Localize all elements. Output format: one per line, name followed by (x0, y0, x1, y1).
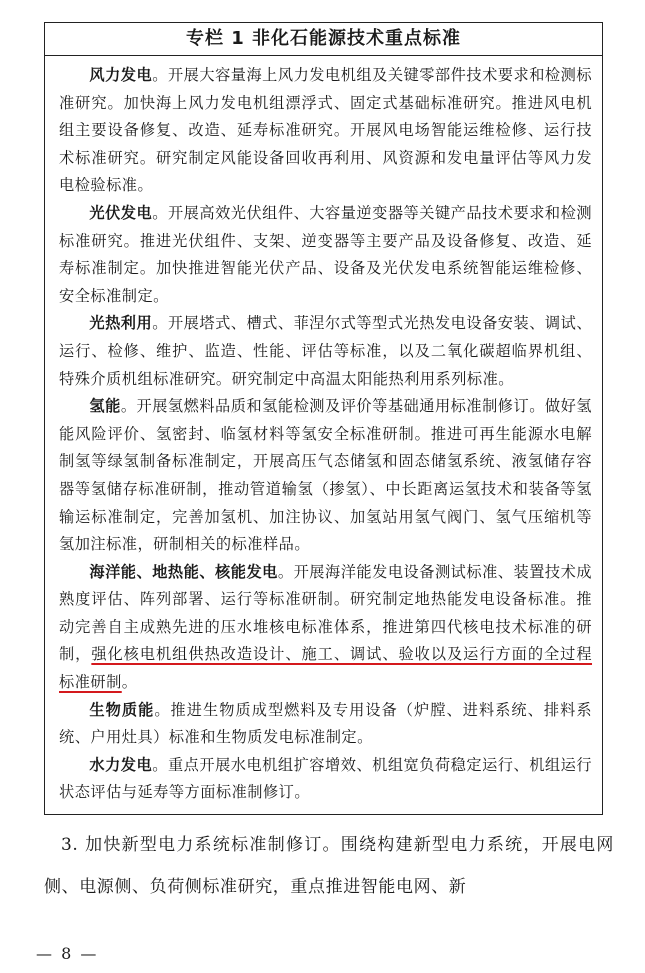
paragraph-lead: 风力发电 (89, 66, 153, 84)
paragraph-text: 。开展塔式、槽式、菲涅尔式等型式光热发电设备安装、调试、运行、检修、维护、监造、性能、评估等标准，以及二氧化碳超临界机组、特殊介质机组标准研究。研究制定中高温太阳能热利用系列标准。 (59, 314, 593, 388)
paragraph-text: 。开展氢燃料品质和氢能检测及评价等基础通用标准制修订。做好氢能风险评价、氢密封、临氢材料等氢安全标准研制。推进可再生能源水电解制氢等绿氢制备标准制定，开展高压气态储氢和固态储氢系统、液氢储存容器等氢储存标准研制，推动管道输氢（掺氢）、中长距离运氢技术和装备等氢输运标准制定，完善加氢机、加注协议、加氢站用氢气阀门、氢气压缩机等氢加注标准，研制相关的标准样品。 (59, 397, 593, 554)
paragraph-lead: 生物质能 (89, 700, 155, 719)
paragraph-text: 。推进生物质成型燃料及专用设备（炉膛、进料系统、排料系统、户用灶具）标准和生物质发电标准制定。 (59, 700, 593, 747)
hydro-paragraph (59, 752, 592, 807)
paragraph-text-end: 。 (121, 673, 138, 692)
box-body (45, 56, 602, 807)
page-number: — 8 — (36, 944, 99, 963)
paragraph-lead: 氢能 (89, 397, 121, 416)
standards-box (44, 22, 603, 815)
paragraph-text: 。开展大容量海上风力发电机组及关键零部件技术要求和检测标准研究。加快海上风力发电机组漂浮式、固定式基础标准研究。推进风电机组主要设备修复、改造、延寿标准研究。开展风电场智能运维检修、运行技术标准研究。研究制定风能设备回收再利用、风资源和发电量评估等风力发电检验标准。 (59, 66, 593, 195)
paragraph-lead: 光伏发电 (89, 203, 153, 222)
paragraph-lead: 海洋能、地热能、核能发电 (89, 562, 278, 581)
paragraph-text: 。重点开展水电机组扩容增效、机组宽负荷稳定运行、机组运行状态评估与延寿等方面标准制修订。 (59, 755, 593, 802)
paragraph-lead: 水力发电 (89, 755, 153, 774)
nuclear-paragraph (59, 559, 592, 697)
box-title: 专栏 1 非化石能源技术重点标准 (45, 23, 602, 56)
hydrogen-paragraph (59, 393, 592, 559)
solar-paragraph (59, 200, 592, 310)
highlighted-text: 强化核电机组供热改造设计、施工、调试、验收以及运行方面的全过程标准研制 (59, 645, 593, 692)
paragraph-text: 。开展高效光伏组件、大容量逆变器等关键产品技术要求和检测标准研究。推进光伏组件、支架、逆变器等主要产品及设备修复、改造、延寿标准制定。加快推进智能光伏产品、设备及光伏发电系统智能运维检修、安全标准制定。 (59, 203, 593, 305)
paragraph-lead: 光热利用 (89, 314, 153, 333)
wind-paragraph (59, 62, 592, 200)
biomass-paragraph (59, 697, 592, 752)
solar-thermal-paragraph (59, 310, 592, 393)
paragraph-text: 。开展海洋能发电设备测试标准、装置技术成熟度评估、阵列部署、运行等标准研制。研究制定地热能发电设备标准。推动完善自主成熟先进的压水堆核电标准体系，推进第四代核电技术标准的研制， (59, 562, 593, 664)
main-body-text: 3. 加快新型电力系统标准制修订。围绕构建新型电力系统，开展电网侧、电源侧、负荷侧标准研究，重点推进智能电网、新 (44, 835, 614, 897)
